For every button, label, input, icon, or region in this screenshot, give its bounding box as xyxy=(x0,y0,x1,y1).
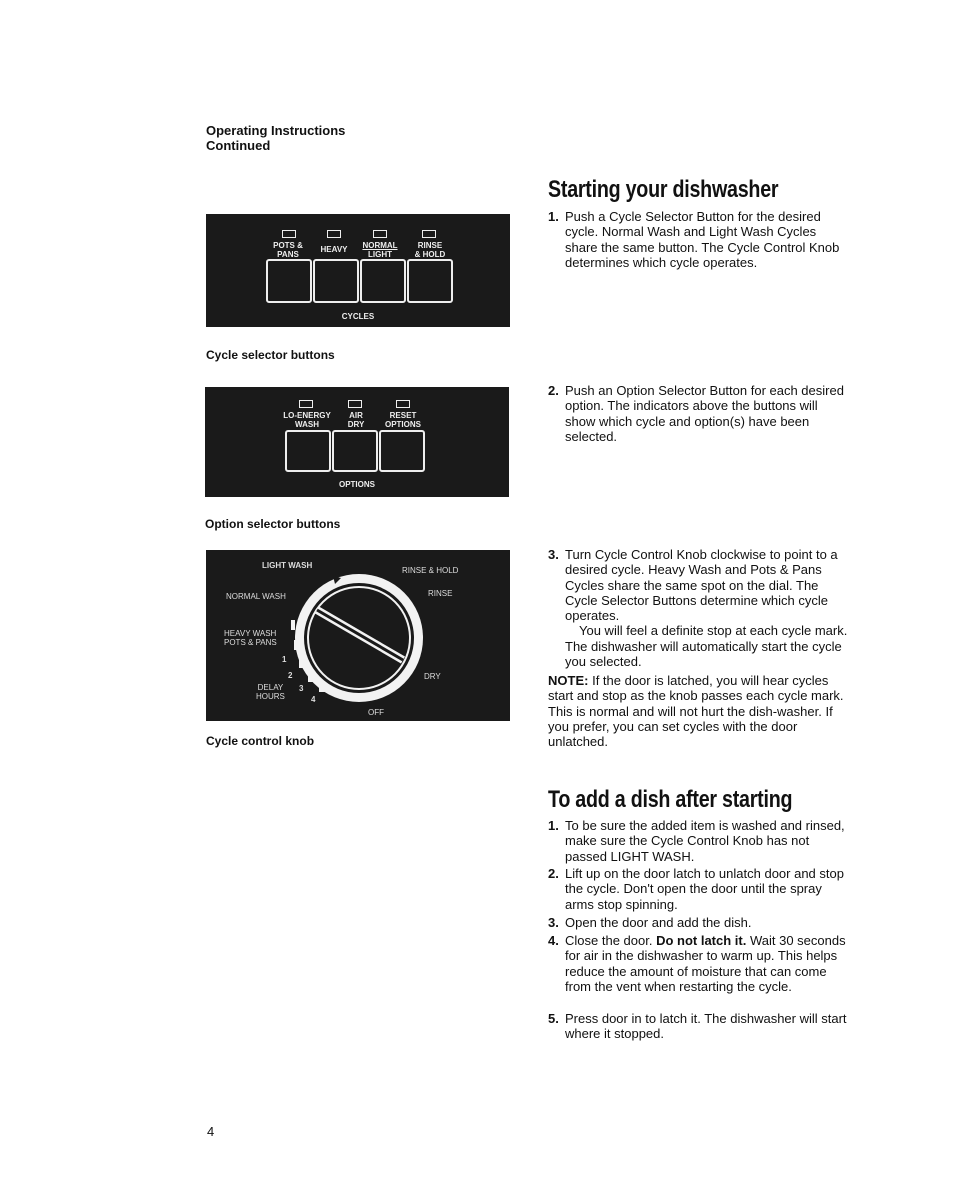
lo-energy-indicator xyxy=(299,400,313,408)
rinse-hold-label: RINSE & HOLD xyxy=(414,241,446,259)
cycle-control-knob-caption: Cycle control knob xyxy=(206,734,315,748)
rinse-hold-indicator xyxy=(422,230,436,238)
lo-energy-label: LO-ENERGY WASH xyxy=(283,411,331,429)
normal-light-button[interactable] xyxy=(360,259,406,303)
section-header-subtitle: Continued xyxy=(206,138,271,153)
delay-3-label: 3 xyxy=(299,684,304,693)
air-dry-indicator xyxy=(348,400,362,408)
rinse-hold-button[interactable] xyxy=(407,259,453,303)
pots-pans-label: POTS & PANS xyxy=(273,241,303,259)
reset-options-button[interactable] xyxy=(379,430,425,472)
reset-options-label: RESET OPTIONS xyxy=(384,411,421,429)
add-dish-step-1: 1. To be sure the added item is washed and rinsed, make sure the Cycle Control Knob has not passed LIGHT WASH. xyxy=(548,818,845,864)
section-header-title: Operating Instructions xyxy=(206,123,346,138)
rinse-dial-label: RINSE xyxy=(428,589,453,598)
cycle-selector-panel xyxy=(206,214,510,327)
delay-4-label: 4 xyxy=(311,695,316,704)
pots-pans-indicator xyxy=(282,230,296,238)
starting-step-1: 1. Push a Cycle Selector Button for the desired cycle. Normal Wash and Light Wash Cycles share the same button. The Cycle Control Knob determines which cycle operates. xyxy=(548,209,840,270)
control-knob-dial[interactable] xyxy=(291,562,431,714)
add-dish-step-4: 4. Close the door. Do not latch it. Wait 30 seconds for air in the dishwasher to warm up. This helps reduce the amount of moisture that can come from the vent when restarting the cycle. xyxy=(548,933,846,994)
normal-light-indicator xyxy=(373,230,387,238)
heavy-indicator xyxy=(327,230,341,238)
page-number: 4 xyxy=(207,1124,215,1139)
dry-dial-label: DRY xyxy=(424,672,441,681)
add-dish-heading: To add a dish after starting xyxy=(548,786,793,813)
option-selector-panel xyxy=(205,387,509,497)
cycles-footer-label: CYCLES xyxy=(341,312,375,321)
starting-step-2: 2. Push an Option Selector Button for each desired option. The indicators above the buttons will show which cycle and option(s) have been selected. xyxy=(548,383,844,444)
normal-wash-label: NORMAL WASH xyxy=(226,592,286,601)
cycle-control-knob-panel xyxy=(206,550,510,721)
rinse-hold-dial-label: RINSE & HOLD xyxy=(402,566,459,575)
heavy-button[interactable] xyxy=(313,259,359,303)
normal-light-label: NORMAL LIGHT xyxy=(362,241,398,259)
add-dish-step-3: 3. Open the door and add the dish. xyxy=(548,915,752,930)
heavy-wash-label: HEAVY WASH POTS & PANS xyxy=(224,629,277,647)
starting-step-3: 3. Turn Cycle Control Knob clockwise to point to a desired cycle. Heavy Wash and Pots & Pans Cycles share the same spot on the dial. The Cycle Selector Buttons determine which cycle operates. You will feel a definite stop at each cycle mark. The dishwasher will automatically start the cycle you selected. xyxy=(548,547,848,670)
options-footer-label: OPTIONS xyxy=(338,480,375,489)
reset-options-indicator xyxy=(396,400,410,408)
cycle-selector-caption: Cycle selector buttons xyxy=(206,348,335,362)
starting-note: NOTE: If the door is latched, you will hear cycles start and stop as the knob passes each cycle mark. This is normal and will not hurt the dish-washer. If you prefer, you can set cycles with the door unlatched. xyxy=(548,673,844,750)
air-dry-label: AIR DRY xyxy=(347,411,365,429)
add-dish-step-5: 5. Press door in to latch it. The dishwasher will start where it stopped. xyxy=(548,1011,847,1042)
delay-hours-label: DELAY HOURS xyxy=(256,683,285,701)
delay-2-label: 2 xyxy=(288,671,293,680)
delay-1-label: 1 xyxy=(282,655,287,664)
heavy-label: HEAVY xyxy=(320,245,348,254)
air-dry-button[interactable] xyxy=(332,430,378,472)
option-selector-caption: Option selector buttons xyxy=(205,517,341,531)
pots-pans-button[interactable] xyxy=(266,259,312,303)
add-dish-step-2: 2. Lift up on the door latch to unlatch door and stop the cycle. Don't open the door until the spray arms stop spinning. xyxy=(548,866,844,912)
lo-energy-button[interactable] xyxy=(285,430,331,472)
starting-dishwasher-heading: Starting your dishwasher xyxy=(548,176,779,203)
light-wash-label: LIGHT WASH xyxy=(262,561,313,570)
off-dial-label: OFF xyxy=(368,708,384,717)
